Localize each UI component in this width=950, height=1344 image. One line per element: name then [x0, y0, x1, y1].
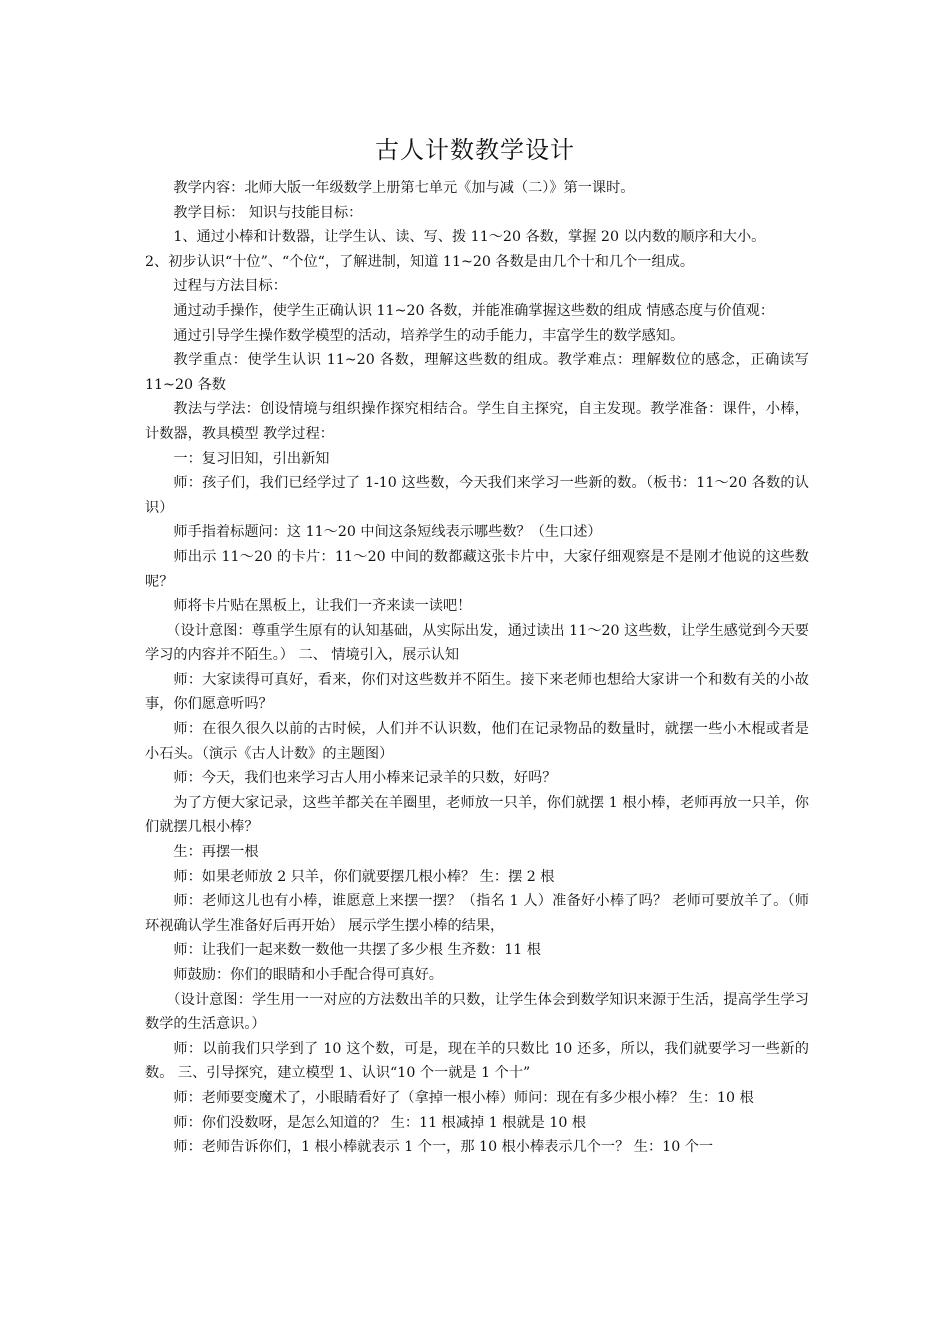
- paragraph: （设计意图：尊重学生原有的认知基础，从实际出发，通过读出 11～20 这些数，让学生感觉到今天要学习的内容并不陌生。） 二、 情境引入，展示认知: [145, 622, 809, 664]
- paragraph: 通过动手操作，使学生正确认识 11~20 各数，并能准确掌握这些数的组成 情感态度与价值观：: [173, 302, 775, 319]
- paragraph: 师：在很久很久以前的古时候，人们并不认识数，他们在记录物品的数量时，就摆一些小木棍或者是小石头。（演示《古人计数》的主题图）: [145, 721, 809, 762]
- paragraph: 师：以前我们只学到了 10 这个数，可是，现在羊的只数比 10 还多，所以，我们就要学习一些新的数。 三、引导探究，建立模型 1、认识“10 个一就是 1 个十”: [145, 1040, 809, 1082]
- document-title: 古人计数教学设计: [375, 136, 575, 164]
- paragraph: 一：复习旧知，引出新知: [173, 450, 330, 467]
- paragraph: 师：如果老师放 2 只羊，你们就要摆几根小棒？ 生：摆 2 根: [173, 868, 555, 885]
- paragraph: 师：老师告诉你们，1 根小棒就表示 1 个一，那 10 根小棒表示几个一？ 生：10 个一: [173, 1139, 714, 1156]
- paragraph: 师鼓励：你们的眼睛和小手配合得可真好。: [173, 967, 443, 983]
- paragraph: 教学内容：北师大版一年级数学上册第七单元《加与减（二）》第一课时。: [173, 180, 635, 196]
- paragraph: 师：老师要变魔术了，小眼睛看好了（拿掉一根小棒）师问：现在有多少根小棒？ 生：10 根: [173, 1089, 754, 1106]
- paragraph: 师：老师这儿也有小棒，谁愿意上来摆一摆？（指名 1 人）准备好小棒了吗？ 老师可要放羊了。（师环视确认学生准备好后再开始） 展示学生摆小棒的结果，: [145, 893, 809, 934]
- paragraph: 教法与学法：创设情境与组织操作探究相结合。学生自主探究，自主发现。教学准备：课件，小棒，计数器，教具模型 教学过程：: [145, 401, 809, 442]
- paragraph: 通过引导学生操作数学模型的活动，培养学生的动手能力，丰富学生的数学感知。: [173, 327, 685, 344]
- paragraph: 1、通过小棒和计数器，让学生认、读、写、拨 11～20 各数，掌握 20 以内数的顺序和大小。: [173, 229, 766, 246]
- paragraph: 为了方便大家记录，这些羊都关在羊圈里，老师放一只羊，你们就摆 1 根小棒，老师再放一只羊，你们就摆几根小棒？: [145, 794, 809, 836]
- paragraph: 师：孩子们，我们已经学过了 1-10 这些数，今天我们来学习一些新的数。（板书：11～20 各数的认识）: [145, 475, 809, 516]
- paragraph: 师：你们没数呀，是怎么知道的？ 生：11 根减掉 1 根就是 10 根: [173, 1114, 587, 1131]
- paragraph: 师手指着标题问：这 11～20 中间这条短线表示哪些数？（生口述）: [173, 524, 602, 541]
- paragraph: 过程与方法目标：: [173, 278, 287, 295]
- paragraph: 教学重点：使学生认识 11~20 各数，理解这些数的组成。教学难点：理解数位的感念，正确读写 11~20 各数: [145, 352, 809, 393]
- paragraph: （设计意图：学生用一一对应的方法数出羊的只数，让学生体会到数学知识来源于生活，提高学生学习数学的生活意识。）: [145, 991, 809, 1033]
- paragraph: 师：大家读得可真好，看来，你们对这些数并不陌生。接下来老师也想给大家讲一个和数有关的小故事，你们愿意听吗？: [145, 671, 809, 713]
- paragraph: 师：今天，我们也来学习古人用小棒来记录羊的只数，好吗？: [173, 770, 557, 787]
- paragraph: 2、初步认识“十位”、“个位“，了解进制，知道 11~20 各数是由几个十和几个一组成。: [145, 253, 695, 270]
- paragraph: 师将卡片贴在黑板上，让我们一齐来读一读吧！: [173, 598, 472, 615]
- paragraph: 教学目标： 知识与技能目标：: [173, 204, 363, 221]
- document-body: [145, 176, 809, 1160]
- paragraph: 生：再摆一根: [173, 844, 259, 861]
- paragraph: 师：让我们一起来数一数他一共摆了多少根 生齐数：11 根: [173, 942, 541, 959]
- paragraph: 师出示 11～20 的卡片：11～20 中间的数都藏这张卡片中，大家仔细观察是不是刚才他说的这些数呢？: [145, 548, 809, 590]
